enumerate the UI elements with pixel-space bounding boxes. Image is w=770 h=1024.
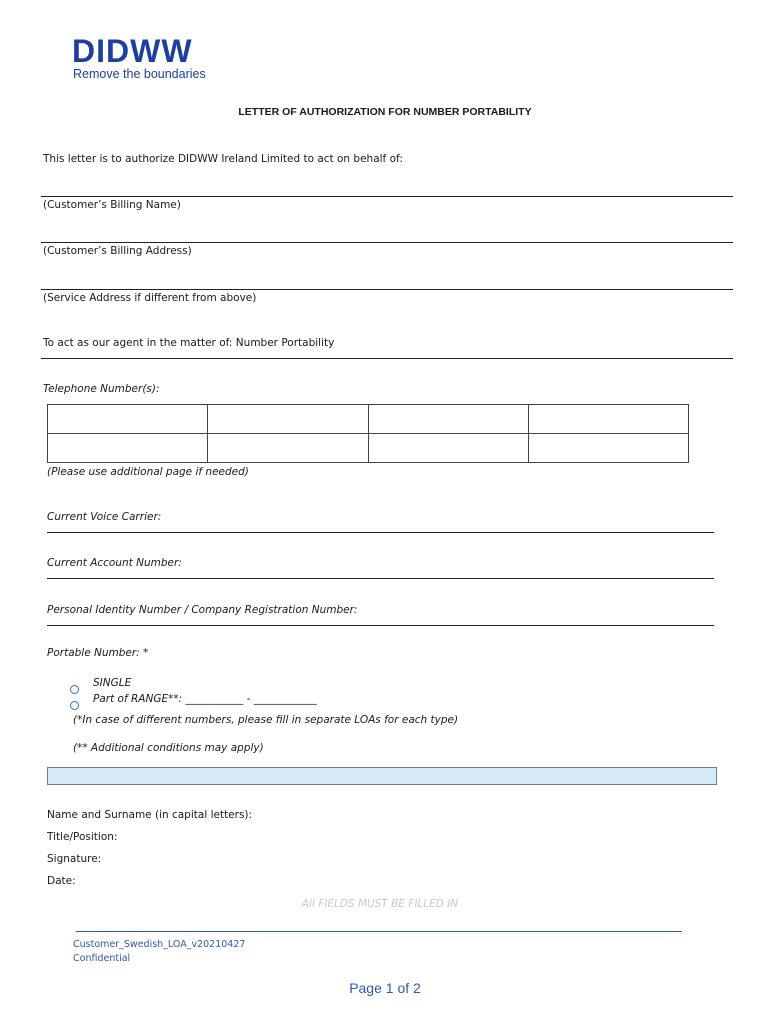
intro-text: This letter is to authorize DIDWW Ireland Limited to act on behalf of: (43, 153, 403, 165)
billing-name-label: (Customer’s Billing Name) (43, 199, 181, 211)
date-label: Date: (47, 875, 76, 887)
phone-cell[interactable] (528, 434, 688, 463)
phone-cell[interactable] (48, 405, 208, 434)
portable-label: Portable Number: * (47, 647, 149, 659)
table-row (48, 434, 689, 463)
phone-cell[interactable] (208, 405, 368, 434)
identity-label: Personal Identity Number / Company Registration Number: (47, 604, 358, 616)
service-address-line[interactable] (41, 289, 733, 290)
phone-cell[interactable] (208, 434, 368, 463)
billing-address-line[interactable] (41, 242, 733, 243)
service-address-label: (Service Address if different from above) (43, 292, 257, 304)
title-position-label: Title/Position: (47, 831, 118, 843)
table-row (48, 405, 689, 434)
phone-cell[interactable] (368, 405, 528, 434)
carrier-line[interactable] (47, 532, 714, 533)
footer-classification: Confidential (73, 953, 131, 964)
didww-logo: DIDWW (72, 33, 193, 69)
identity-line[interactable] (47, 625, 714, 626)
agent-divider (41, 358, 733, 359)
single-option-label: SINGLE (93, 677, 132, 689)
range-radio[interactable] (70, 695, 79, 714)
footer-doc-id: Customer_Swedish_LOA_v20210427 (73, 939, 246, 950)
telephone-note: (Please use additional page if needed) (47, 466, 249, 478)
document-title: LETTER OF AUTHORIZATION FOR NUMBER PORTABILITY (238, 106, 532, 118)
phone-cell[interactable] (48, 434, 208, 463)
page-number: Page 1 of 2 (349, 980, 421, 996)
carrier-label: Current Voice Carrier: (47, 511, 162, 523)
phone-cell[interactable] (368, 434, 528, 463)
name-surname-label: Name and Surname (in capital letters): (47, 809, 253, 821)
section-divider-bar (47, 767, 717, 785)
phone-cell[interactable] (528, 405, 688, 434)
footer-rule (76, 931, 682, 932)
portable-note-2: (** Additional conditions may apply) (73, 742, 264, 754)
watermark-text: All FIELDS MUST BE FILLED IN (301, 898, 459, 910)
telephone-label: Telephone Number(s): (43, 383, 160, 395)
telephone-table (47, 404, 689, 463)
portable-note-1: (*In case of different numbers, please fill in separate LOAs for each type) (73, 714, 459, 726)
account-line[interactable] (47, 578, 714, 579)
range-option-label: Part of RANGE**: ___________ - ____________ (93, 693, 317, 705)
billing-address-label: (Customer’s Billing Address) (43, 245, 192, 257)
signature-label: Signature: (47, 853, 102, 865)
agent-text: To act as our agent in the matter of: Number Portability (43, 337, 335, 349)
account-label: Current Account Number: (47, 557, 182, 569)
billing-name-line[interactable] (41, 196, 733, 197)
logo-tagline: Remove the boundaries (73, 67, 206, 81)
